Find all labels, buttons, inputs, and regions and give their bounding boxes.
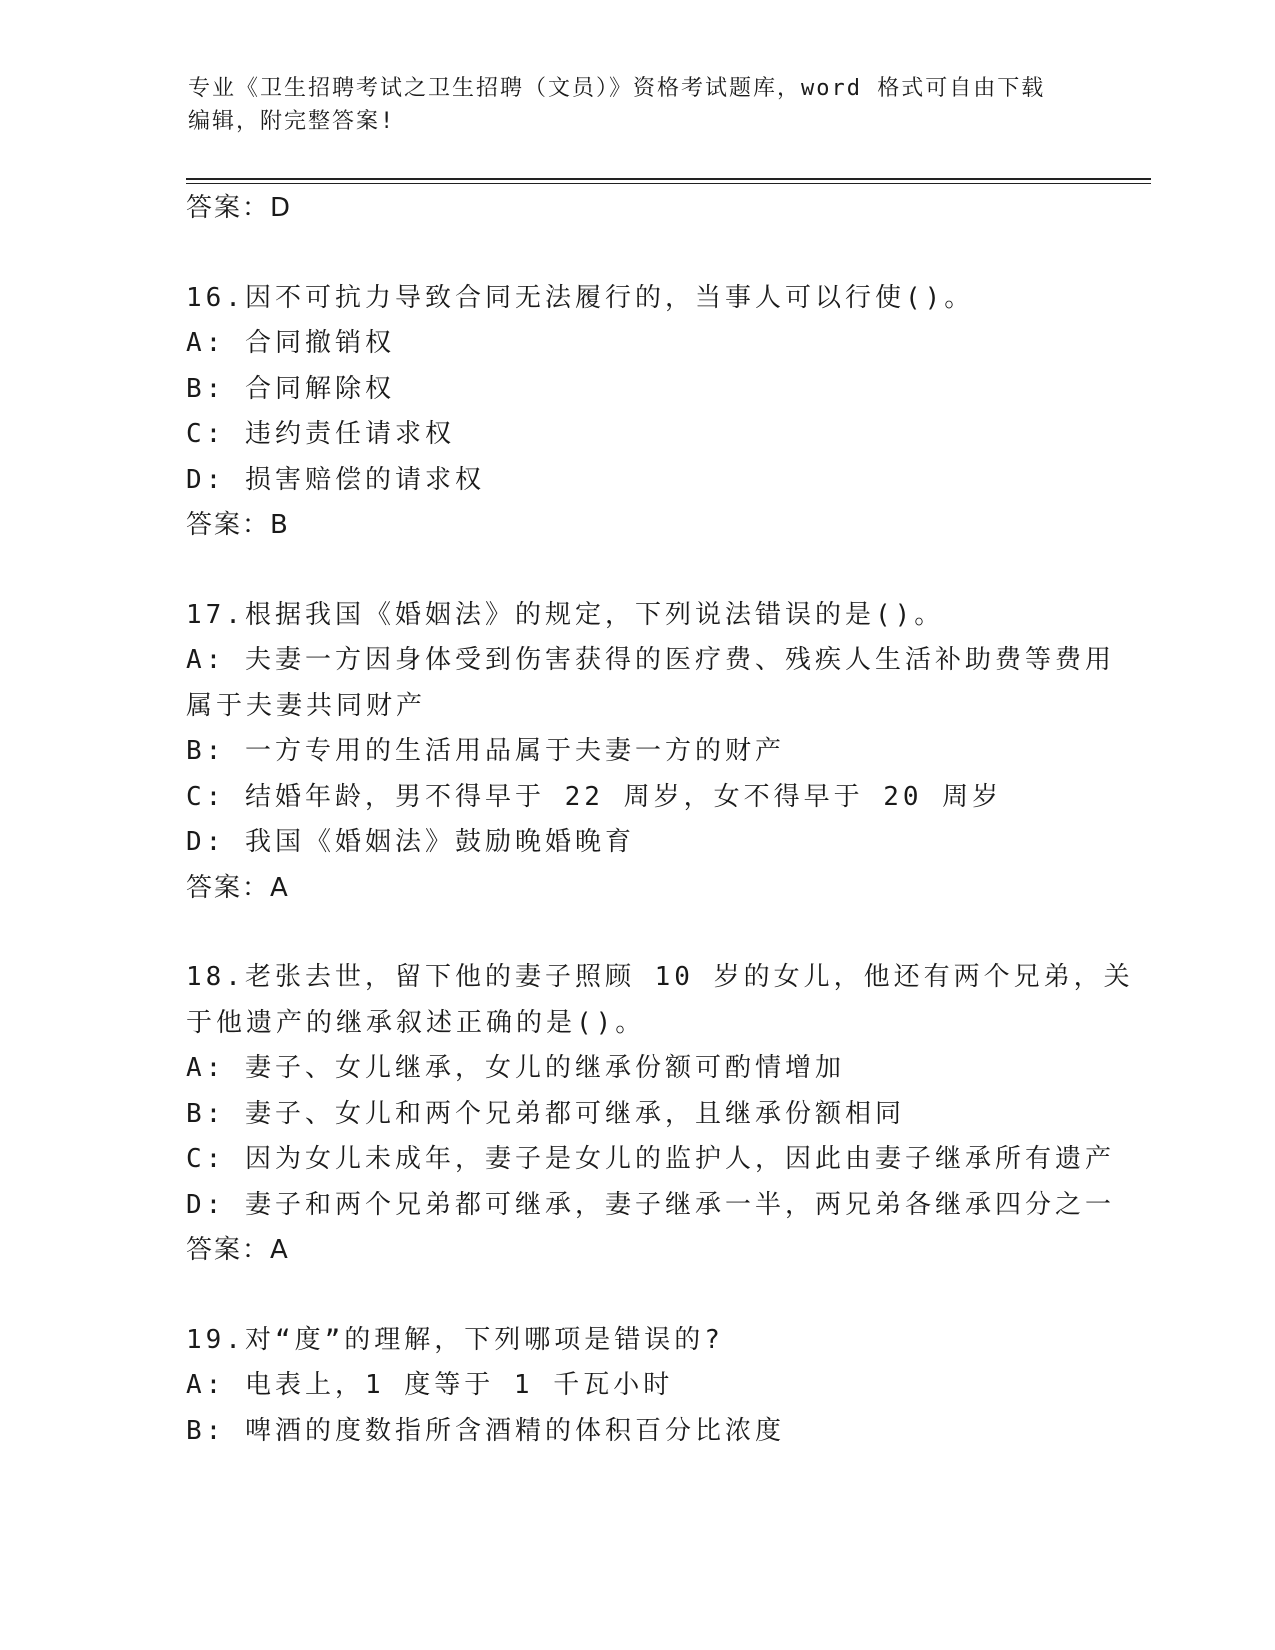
spacer [186,549,1086,593]
option-a: A: 电表上，1 度等于 1 千瓦小时 [186,1370,674,1400]
question-list [186,186,1134,1454]
option-a: A: 合同撤销权 [186,328,395,358]
option-d: D: 我国《婚姻法》鼓励晚婚晚育 [186,827,635,857]
question-stem: 19.对“度”的理解，下列哪项是错误的? [186,1324,724,1355]
answer-previous: 答案：D [186,193,293,223]
answer: 答案：A [186,1235,290,1265]
question-stem-continued: 于他遗产的继承叙述正确的是()。 [186,1007,646,1038]
option-a: A: 夫妻一方因身体受到伤害获得的医疗费、残疾人生活补助费等费用 [186,645,1115,675]
question-17 [186,593,1115,912]
option-b: B: 合同解除权 [186,373,395,404]
option-b: B: 妻子、女儿和两个兄弟都可继承，且继承份额相同 [186,1098,905,1129]
question-stem: 17.根据我国《婚姻法》的规定，下列说法错误的是()。 [186,599,945,630]
spacer [186,1274,1086,1318]
header-line-2: 编辑，附完整答案! [188,109,396,134]
option-d: D: 妻子和两个兄弟都可继承，妻子继承一半，两兄弟各继承四分之一 [186,1189,1115,1220]
header-rule-thick [186,178,1151,180]
spacer [186,911,1086,955]
question-16 [186,276,1086,549]
option-a: A: 妻子、女儿继承，女儿的继承份额可酌情增加 [186,1053,845,1083]
question-stem: 16.因不可抗力导致合同无法履行的，当事人可以行使()。 [186,282,975,313]
option-c: C: 因为女儿未成年，妻子是女儿的监护人，因此由妻子继承所有遗产 [186,1144,1115,1174]
answer: 答案：B [186,510,290,540]
option-d: D: 损害赔偿的请求权 [186,464,485,495]
answer: 答案：A [186,872,290,903]
option-c: C: 违约责任请求权 [186,419,455,449]
question-stem: 18.老张去世，留下他的妻子照顾 10 岁的女儿，他还有两个兄弟，关 [186,962,1134,992]
header-rule-thin [186,183,1151,184]
option-c: C: 结婚年龄，男不得早于 22 周岁，女不得早于 20 周岁 [186,781,1003,812]
option-b: B: 一方专用的生活用品属于夫妻一方的财产 [186,736,785,766]
option-b: B: 啤酒的度数指所含酒精的体积百分比浓度 [186,1415,785,1446]
question-18 [186,955,1134,1274]
header-line-1: 专业《卫生招聘考试之卫生招聘（文员）》资格考试题库，word 格式可自由下载 [188,76,1046,101]
spacer [186,232,1086,276]
question-19 [186,1318,1086,1455]
option-a-continued: 属于夫妻共同财产 [186,690,427,721]
document-header [188,72,1088,138]
